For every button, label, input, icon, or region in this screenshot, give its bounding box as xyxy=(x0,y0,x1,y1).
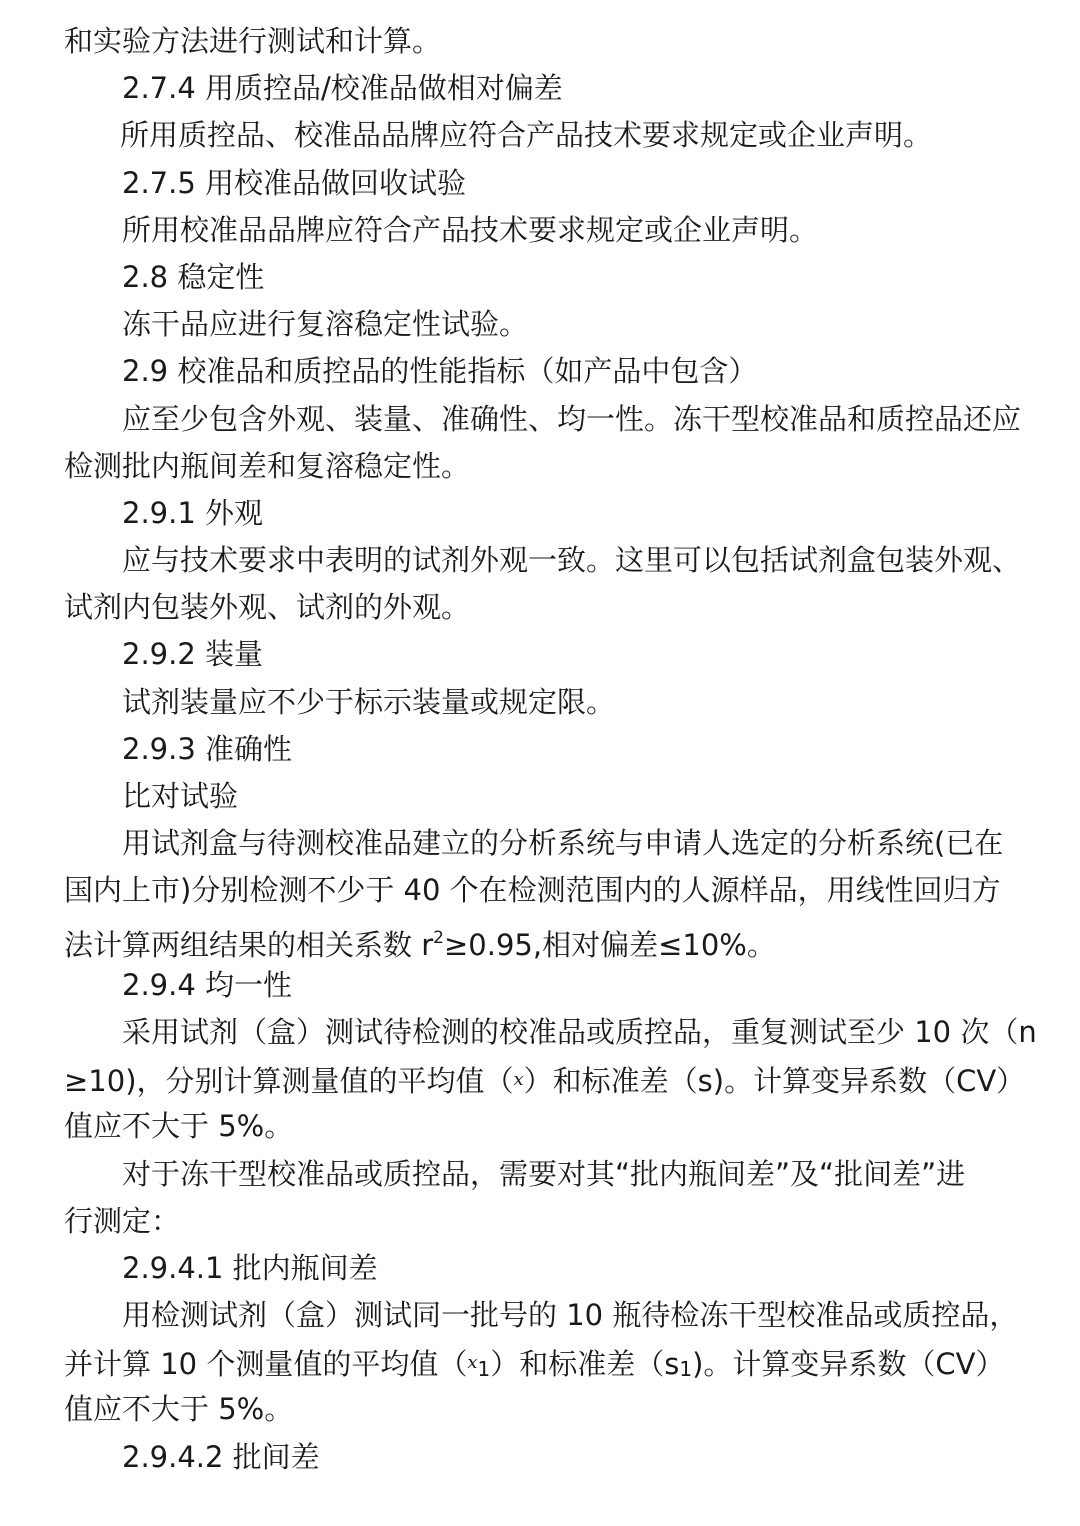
paragraph-line: 和实验方法进行测试和计算。 xyxy=(64,24,442,58)
paragraph-line: 用试剂盒与待测校准品建立的分析系统与申请人选定的分析系统(已在 xyxy=(122,826,1004,861)
paragraph-line: 值应不大于 5%。 xyxy=(64,1109,294,1144)
paragraph-line-correlation xyxy=(64,915,1016,962)
paragraph-line: 试剂装量应不少于标示装量或规定限。 xyxy=(122,684,616,719)
section-heading-2-9-3: 2.9.3 准确性 xyxy=(122,731,293,766)
section-heading-2-9: 2.9 校准品和质控品的性能指标（如产品中包含） xyxy=(122,354,758,389)
text-run: ≥10)，分别计算测量值的平均值（ xyxy=(64,1064,514,1099)
paragraph-line: 采用试剂（盒）测试待检测的校准品或质控品，重复测试至少 10 次（n xyxy=(122,1014,1037,1049)
superscript: 2 xyxy=(433,927,444,948)
section-heading-2-9-2: 2.9.2 装量 xyxy=(122,637,264,672)
paragraph-line: 冻干品应进行复溶稳定性试验。 xyxy=(122,307,529,342)
section-heading-2-8: 2.8 稳定性 xyxy=(122,259,265,294)
paragraph-line: 应与技术要求中表明的试剂外观一致。这里可以包括试剂盒包装外观、 xyxy=(122,543,1022,578)
text-run: ≥0.95,相对偏差≤10%。 xyxy=(443,927,776,962)
section-heading-2-9-4-1: 2.9.4.1 批内瓶间差 xyxy=(122,1250,378,1285)
text-run: 法计算两组结果的相关系数 r xyxy=(64,927,434,962)
paragraph-line: 所用质控品、校准品品牌应符合产品技术要求规定或企业声明。 xyxy=(120,118,933,153)
section-heading-2-9-1: 2.9.1 外观 xyxy=(122,495,264,530)
paragraph-line-mean-1 xyxy=(64,1339,1016,1386)
paragraph-line: 所用校准品品牌应符合产品技术要求规定或企业声明。 xyxy=(122,212,819,247)
paragraph-line: 用检测试剂（盒）测试同一批号的 10 瓶待检冻干型校准品或质控品， xyxy=(122,1298,1019,1333)
subheading-comparison-test: 比对试验 xyxy=(122,779,239,813)
mean-symbol: x xyxy=(513,1069,524,1091)
section-heading-2-9-4-2: 2.9.4.2 批间差 xyxy=(122,1439,320,1474)
subscript: 1 xyxy=(477,1357,491,1382)
section-heading-2-7-5: 2.7.5 用校准品做回收试验 xyxy=(122,165,467,200)
paragraph-line-mean xyxy=(64,1056,1026,1103)
paragraph-line: 应至少包含外观、装量、准确性、均一性。冻干型校准品和质控品还应 xyxy=(122,401,1022,436)
subscript: 1 xyxy=(679,1357,693,1382)
paragraph-line: 行测定： xyxy=(64,1203,181,1238)
paragraph-line: 试剂内包装外观、试剂的外观。 xyxy=(64,590,471,625)
text-run: 并计算 10 个测量值的平均值（ xyxy=(64,1347,468,1382)
paragraph-line: 对于冻干型校准品或质控品，需要对其“批内瓶间差”及“批间差”进 xyxy=(122,1156,966,1191)
mean-symbol: x xyxy=(467,1352,478,1374)
paragraph-line: 国内上市)分别检测不少于 40 个在检测范围内的人源样品，用线性回归方 xyxy=(64,873,1001,908)
section-heading-2-9-4: 2.9.4 均一性 xyxy=(122,967,293,1002)
paragraph-line: 检测批内瓶间差和复溶稳定性。 xyxy=(64,448,471,483)
text-run: ）和标准差（s)。计算变异系数（CV） xyxy=(523,1064,1026,1099)
section-heading-2-7-4: 2.7.4 用质控品/校准品做相对偏差 xyxy=(122,71,563,106)
text-run: )。计算变异系数（CV） xyxy=(692,1347,1005,1382)
paragraph-line: 值应不大于 5%。 xyxy=(64,1392,294,1427)
text-run: ）和标准差（s xyxy=(490,1347,680,1382)
